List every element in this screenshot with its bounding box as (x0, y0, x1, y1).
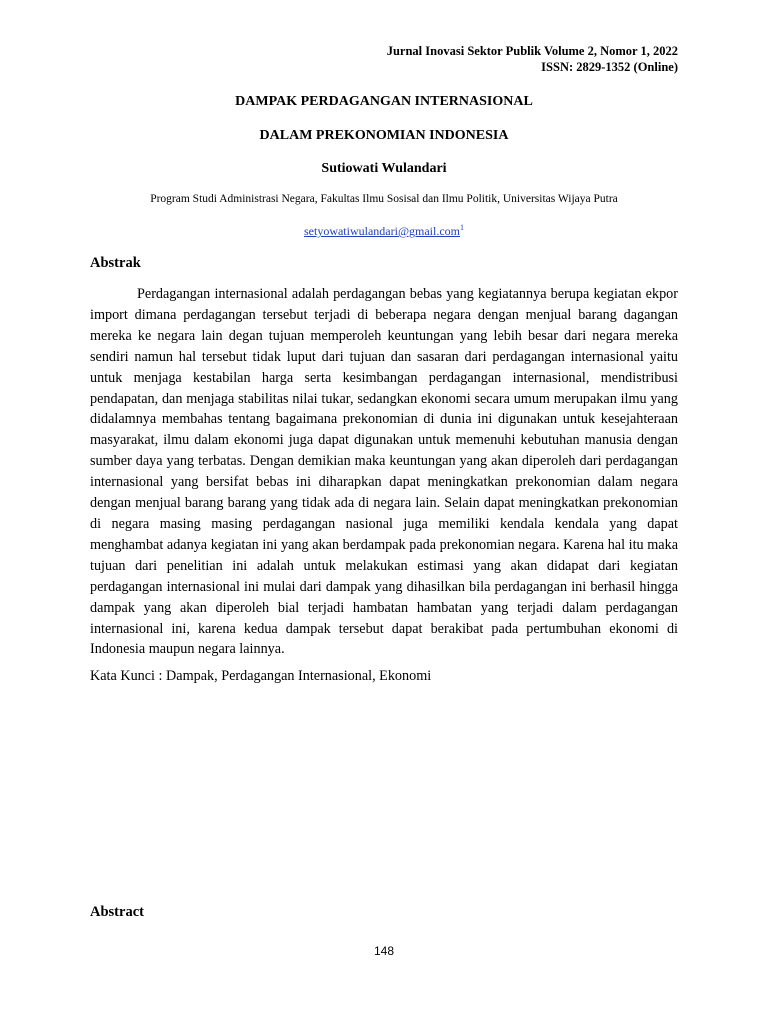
keywords-line: Kata Kunci : Dampak, Perdagangan Internasional, Ekonomi (90, 668, 432, 684)
author-name: Sutiowati Wulandari (321, 161, 447, 176)
author-affiliation: Program Studi Administrasi Negara, Fakultas Ilmu Sosisal dan Ilmu Politik, Universitas Wijaya Putra (150, 193, 618, 205)
email-line (0, 223, 768, 239)
email-superscript: 1 (460, 223, 464, 232)
abstrak-heading: Abstrak (90, 255, 141, 271)
abstract-heading: Abstract (90, 904, 144, 920)
author-email-link[interactable]: setyowatiwulandari@gmail.com (303, 224, 460, 238)
abstrak-body: Perdagangan internasional adalah perdagangan bebas yang kegiatannya berupa kegiatan ekpor import dimana perdagangan tersebut terjadi di beberapa negara dengan menjual barang dagangan mereka ke negara lain degan tujuan memperoleh keuntungan yang lebih besar dari negara mereka sendiri namun hal tersebut tidak luput dari tujuan dan sasaran dari perdagangan internasional yaitu untuk menjaga kestabilan harga serta kesimbangan perdagangan internasional, mendistribusi pendapatan, dan menjaga stabilitas nilai tukar, sedangkan ekonomi secara umum merupakan ilmu yang didalamnya membahas tentang bagaimana prekonomian di dunia ini digunakan untuk kesejahteraan masyarakat, ilmu dalam ekonomi juga dapat digunakan untuk memenuhi kebutuhan manusia dengan sumber daya yang terbatas. Dengan demikian maka keuntungan yang akan diperoleh dari perdagangan internasional yang bersifat bebas ini diharapkan dapat meningkatkan prekonomian dalam negara dengan menjual barang barang yang tidak ada di negara lain. Selain dapat meningkatkan prekonomian di negara masing masing perdagangan nasional juga memiliki kendala kendala yang dapat menghambat adanya kegiatan ini yang akan berdampak pada prekonomian negara. Karena hal itu maka tujuan dari penelitian ini adalah untuk melakukan estimasi yang akan didapat dari kegiatan perdagangan internasional ini mulai dari dampak yang dihasilkan bila perdagangan ini berhasil hingga dampak yang akan diperoleh bial terjadi hambatan hambatan yang terjadi dalam perdagangan internasional ini, karena kedua dampak tersebut dapat berakibat pada pertumbuhan ekonomi di Indonesia maupun negara lainnya. (90, 286, 678, 658)
article-title-line-2: DALAM PREKONOMIAN INDONESIA (259, 128, 509, 143)
journal-header (387, 43, 678, 75)
page-number: 148 (373, 944, 395, 958)
article-title-line-1: DAMPAK PERDAGANGAN INTERNASIONAL (235, 94, 533, 109)
issn-line: ISSN: 2829-1352 (Online) (541, 60, 678, 74)
journal-title-line: Jurnal Inovasi Sektor Publik Volume 2, Nomor 1, 2022 (386, 44, 678, 58)
